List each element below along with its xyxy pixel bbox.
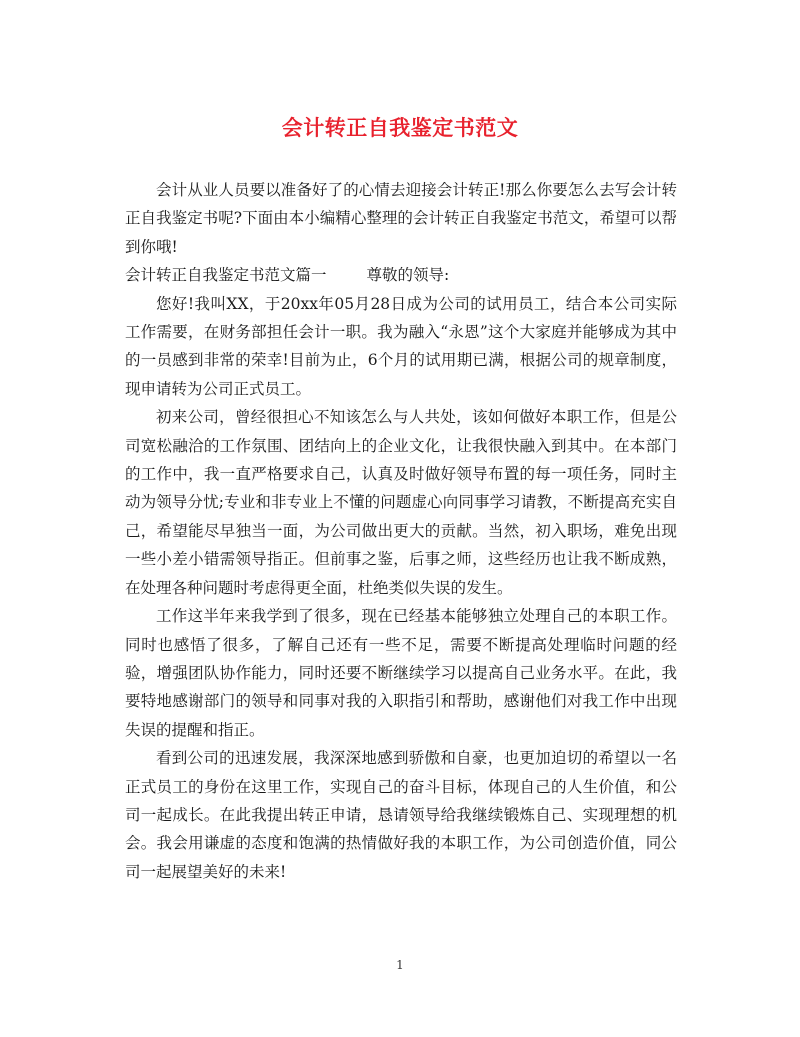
intro-paragraph: 会计从业人员要以准备好了的心情去迎接会计转正!那么你要怎么去写会计转正自我鉴定书呢?下面由本小编精心整理的会计转正自我鉴定书范文，希望可以帮到你哦!	[125, 181, 677, 256]
body-paragraph-2: 初来公司，曾经很担心不知该怎么与人共处，该如何做好本职工作，但是公司宽松融洽的工作氛围、团结向上的企业文化，让我很快融入到其中。在本部门的工作中，我一直严格要求自己，认真及时做好领导布置的每一项任务，同时主动为领导分忧;专业和非专业上不懂的问题虚心向同事学习请教，不断提高充实自己，希望能尽早独当一面，为公司做出更大的贡献。当然，初入职场，难免出现一些小差小错需领导指正。但前事之鉴，后事之师，这些经历也让我不断成熟，在处理各种问题时考虑得更全面，杜绝类似失误的发生。	[125, 408, 677, 597]
body-paragraph-1: 您好!我叫XX，于20xx年05月28日成为公司的试用员工，结合本公司实际工作需要，在财务部担任会计一职。我为融入“永恩”这个大家庭并能够成为其中的一员感到非常的荣幸!目前为止，6个月的试用期已满，根据公司的规章制度，现申请转为公司正式员工。	[125, 294, 677, 398]
page-number: 1	[396, 958, 404, 972]
section-heading: 会计转正自我鉴定书范文篇一	[125, 266, 327, 285]
document-body	[125, 176, 677, 886]
body-paragraph-3: 工作这半年来我学到了很多，现在已经基本能够独立处理自己的本职工作。同时也感悟了很多，了解自己还有一些不足，需要不断提高处理临时问题的经验，增强团队协作能力，同时还要不断继续学习以提高自己业务水平。在此，我要特地感谢部门的领导和同事对我的入职指引和帮助，感谢他们对我工作中出现失误的提醒和指正。	[125, 607, 677, 739]
body-paragraph-4: 看到公司的迅速发展，我深深地感到骄傲和自豪，也更加迫切的希望以一名正式员工的身份在这里工作，实现自己的奋斗目标，体现自己的人生价值，和公司一起成长。在此我提出转正申请，恳请领导给我继续锻炼自己、实现理想的机会。我会用谦虚的态度和饱满的热情做好我的本职工作，为公司创造价值，同公司一起展望美好的未来!	[125, 749, 677, 881]
document-title: 会计转正自我鉴定书范文	[281, 115, 519, 140]
section-heading-line	[125, 261, 677, 289]
salutation: 尊敬的领导:	[366, 266, 450, 285]
